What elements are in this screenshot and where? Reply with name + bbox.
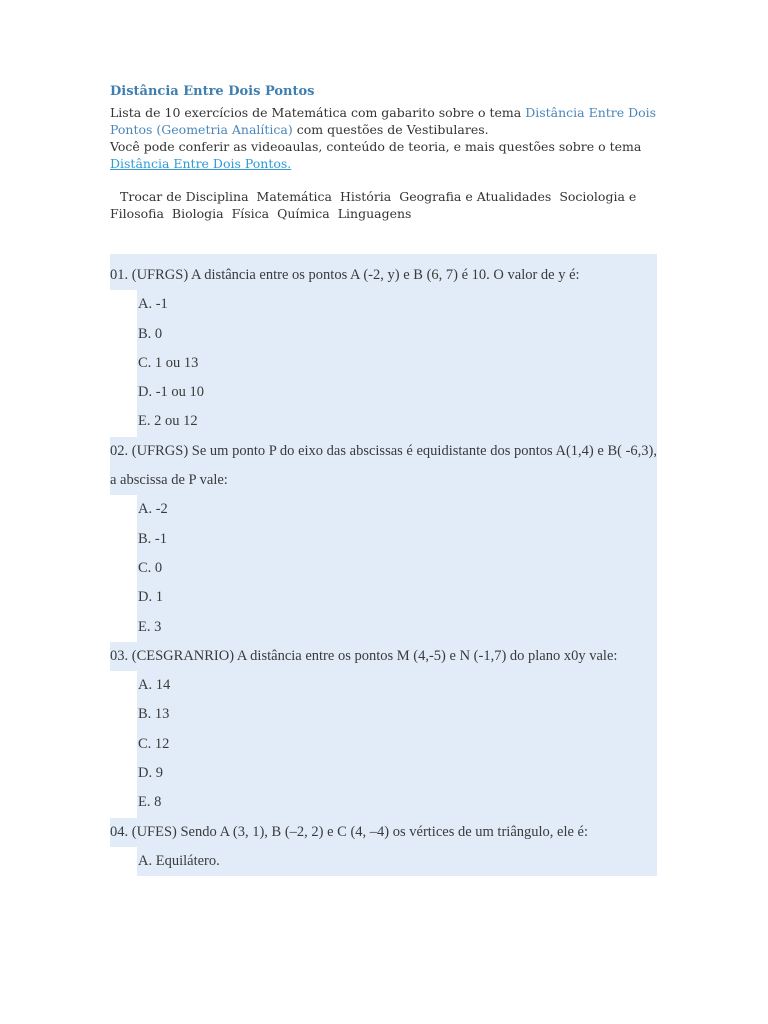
nav-link-linguagens[interactable]: Linguagens (337, 206, 412, 221)
page-title: Distância Entre Dois Pontos (110, 84, 315, 99)
nav-link-matem-tica[interactable]: Matemática (256, 189, 332, 204)
answer-option: A. 14 (137, 671, 657, 700)
intro-topic: Distância Entre Dois Pontos (Geometria Analítica) (110, 105, 657, 137)
nav-lead-label: Trocar de Disciplina (120, 189, 249, 204)
nav-link-biologia[interactable]: Biologia (171, 206, 224, 221)
question-list (110, 254, 657, 876)
question-text: 01. (UFRGS) A distância entre os pontos A (-2, y) e B (6, 7) é 10. O valor de y é: (110, 254, 657, 290)
question-text: 02. (UFRGS) Se um ponto P do eixo das abscissas é equidistante dos pontos A(1,4) e B( -6,3), a abscissa de P vale: (110, 437, 657, 496)
answer-option: D. 9 (137, 759, 657, 788)
question-text: 04. (UFES) Sendo A (3, 1), B (–2, 2) e C (4, –4) os vértices de um triângulo, ele é: (110, 818, 657, 847)
nav-link-sociologia-e-filosofia[interactable]: Sociologia e Filosofia (110, 189, 637, 221)
subject-nav (110, 188, 670, 222)
topic-link[interactable]: Distância Entre Dois Pontos. (110, 156, 292, 171)
answer-option: E. 8 (137, 788, 657, 817)
question-text: 03. (CESGRANRIO) A distância entre os pontos M (4,-5) e N (-1,7) do plano x0y vale: (110, 642, 657, 671)
intro-text-segment: Lista de 10 exercícios de Matemática com gabarito sobre o tema (110, 105, 526, 120)
answer-option: B. -1 (137, 525, 657, 554)
answer-option: D. 1 (137, 583, 657, 612)
nav-link-qu-mica[interactable]: Química (277, 206, 330, 221)
answer-option: E. 3 (137, 613, 657, 642)
intro-text-segment: Você pode conferir as videoaulas, conteúdo de teoria, e mais questões sobre o tema (110, 139, 642, 154)
answer-option: B. 0 (137, 320, 657, 349)
answer-option: B. 13 (137, 700, 657, 729)
answer-option: C. 1 ou 13 (137, 349, 657, 378)
nav-link-geografia-e-atualidades[interactable]: Geografia e Atualidades (399, 189, 552, 204)
answer-option: A. Equilátero. (137, 847, 657, 876)
answer-option: D. -1 ou 10 (137, 378, 657, 407)
nav-link-hist-ria[interactable]: História (339, 189, 392, 204)
answer-option: C. 0 (137, 554, 657, 583)
answer-option: A. -2 (137, 495, 657, 524)
intro-paragraph-2 (110, 138, 670, 172)
intro-text (110, 104, 670, 172)
answer-option: E. 2 ou 12 (137, 407, 657, 436)
intro-paragraph-1 (110, 104, 670, 138)
intro-text-segment: com questões de Vestibulares. (292, 122, 489, 137)
answer-option: A. -1 (137, 290, 657, 319)
answer-option: C. 12 (137, 730, 657, 759)
nav-link-f-sica[interactable]: Física (231, 206, 270, 221)
